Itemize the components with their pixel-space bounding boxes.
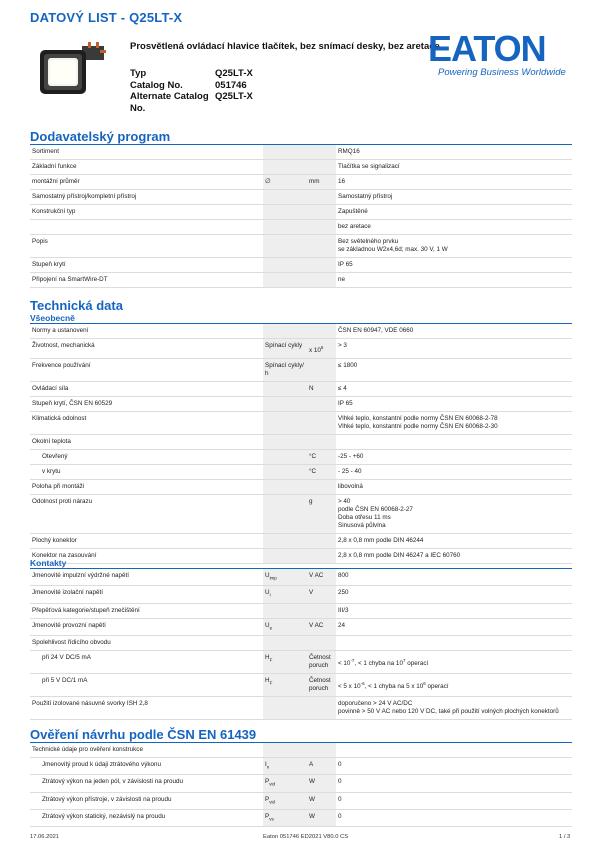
design-verification-table [30, 743, 572, 827]
row-value: -25 - +60 [336, 450, 572, 465]
row-value: ČSN EN 60947, VDE 0660 [336, 324, 572, 339]
table-row [30, 450, 572, 465]
row-unit: °C [307, 465, 336, 480]
value-part: < 10 [338, 659, 351, 667]
row-value: 0 [336, 809, 572, 826]
row-value: 0 [336, 775, 572, 792]
row-unit: g [307, 495, 336, 534]
value-line: Doba otřesu 11 ms [338, 514, 391, 522]
table-row [30, 673, 572, 696]
symbol-text: U [265, 572, 270, 579]
table-row [30, 635, 572, 650]
symbol-line: h [265, 370, 269, 378]
section-title-design-verification: Ověření návrhu podle ČSN EN 61439 [30, 727, 257, 742]
contacts-table [30, 569, 572, 720]
value-part: operací [425, 682, 449, 690]
row-symbol [263, 635, 307, 650]
table-row [30, 435, 572, 450]
row-symbol [263, 220, 307, 235]
row-label: při 5 V DC/1 mA [30, 673, 263, 696]
row-value: RMQ16 [336, 145, 572, 160]
value-line: Sinusová půlvlna [338, 522, 386, 530]
table-row [30, 205, 572, 220]
symbol-subscript: n [266, 764, 270, 770]
row-value: bez aretace [336, 220, 572, 235]
row-label: Frekvence používání [30, 359, 263, 382]
symbol-text: P [265, 795, 270, 803]
table-row [30, 339, 572, 359]
value-line: povinně > 50 V AC nebo 120 V DC, také při použití volných plochých konektorů [338, 707, 559, 715]
row-label: Normy a ustanovení [30, 324, 263, 339]
row-unit [307, 435, 336, 450]
row-symbol: ∅ [263, 175, 307, 190]
row-symbol [263, 412, 307, 435]
row-symbol [263, 586, 307, 603]
row-value: 800 [336, 569, 572, 586]
row-unit [307, 339, 336, 359]
symbol-subscript: F [269, 657, 273, 662]
row-label: Odolnost proti nárazu [30, 495, 263, 534]
section-title-technical-data: Technická data [30, 298, 123, 313]
unit-line: Četnost [309, 676, 331, 684]
row-unit: W [307, 792, 336, 809]
row-value [336, 673, 572, 696]
row-label: montážní průměr [30, 175, 263, 190]
symbol-text: P [265, 778, 270, 786]
row-label: Jmenovité provozní napětí [30, 618, 263, 635]
brand-tagline: Powering Business Worldwide [438, 67, 566, 78]
table-row [30, 273, 572, 288]
row-label: Otevřený [30, 450, 263, 465]
row-symbol [263, 673, 307, 696]
row-value: Zapuštěné [336, 205, 572, 220]
row-symbol [263, 435, 307, 450]
row-value: > 3 [336, 339, 572, 359]
row-unit [307, 673, 336, 696]
row-value: IP 65 [336, 258, 572, 273]
subsection-title-general: Všeobecně [30, 313, 75, 323]
table-row [30, 549, 572, 564]
value-line: podle ČSN EN 60068-2-27 [338, 506, 413, 514]
row-value [336, 235, 572, 258]
row-unit [307, 235, 336, 258]
row-symbol [263, 480, 307, 495]
table-row [30, 603, 572, 618]
value-part: operací [405, 659, 429, 667]
row-unit: W [307, 809, 336, 826]
table-row [30, 190, 572, 205]
row-value: 0 [336, 758, 572, 775]
subsection-title-contacts: Kontakty [30, 558, 67, 568]
row-unit: V [307, 586, 336, 603]
row-value [336, 635, 572, 650]
table-row [30, 412, 572, 435]
row-label: Sortiment [30, 145, 263, 160]
table-row [30, 382, 572, 397]
value-exponent: 7 [402, 657, 406, 663]
value-part: , < 1 chyba na 5 x 10 [364, 682, 424, 690]
row-unit [307, 324, 336, 339]
table-row [30, 160, 572, 175]
row-unit [307, 397, 336, 412]
logo-text: EATON [428, 30, 546, 69]
id-label: No. [130, 102, 146, 114]
row-label: v krytu [30, 465, 263, 480]
row-value [336, 743, 572, 758]
row-label [30, 220, 263, 235]
symbol-text: U [265, 589, 270, 597]
row-value: 0 [336, 792, 572, 809]
product-identifiers [130, 68, 253, 114]
table-row [30, 324, 572, 339]
row-unit: N [307, 382, 336, 397]
symbol-text: H [265, 653, 270, 661]
symbol-text: H [265, 676, 270, 684]
row-symbol [263, 696, 307, 719]
row-unit [307, 412, 336, 435]
footer-document-id: Eaton 051746 ED2021 V80.0 CS [263, 834, 349, 840]
value-part: < 5 x 10 [338, 682, 361, 690]
row-symbol [263, 397, 307, 412]
row-value: ne [336, 273, 572, 288]
row-unit [307, 205, 336, 220]
table-row [30, 220, 572, 235]
row-value: III/3 [336, 603, 572, 618]
table-row [30, 775, 572, 792]
row-label: Ztrátový výkon přístroje, v závislosti na proudu [30, 792, 263, 809]
row-unit: V AC [307, 618, 336, 635]
table-row [30, 792, 572, 809]
row-symbol [263, 758, 307, 775]
row-unit: mm [307, 175, 336, 190]
row-value: libovolná [336, 480, 572, 495]
row-label: Technické údaje pro ověření konstrukce [30, 743, 263, 758]
row-label: Stupeň krytí, ČSN EN 60529 [30, 397, 263, 412]
row-value [336, 435, 572, 450]
row-label: Konektor na zasouvání [30, 549, 263, 564]
row-unit: A [307, 758, 336, 775]
row-unit [307, 145, 336, 160]
row-symbol [263, 235, 307, 258]
table-row [30, 397, 572, 412]
row-symbol [263, 549, 307, 564]
table-row [30, 495, 572, 534]
row-label: Jmenovitý proud k údaji ztrátového výkonu [30, 758, 263, 775]
value-exponent: -6 [360, 680, 365, 686]
row-value: 24 [336, 618, 572, 635]
value-line: > 40 [338, 498, 351, 506]
unit-line: Četnost [309, 653, 331, 661]
symbol-subscript: vid [269, 798, 275, 804]
row-value: 2,8 x 0,8 mm podle DIN 46244 [336, 534, 572, 549]
table-row [30, 809, 572, 826]
row-unit [307, 696, 336, 719]
row-value: Tlačítka se signalizací [336, 160, 572, 175]
row-value [336, 696, 572, 719]
row-label: při 24 V DC/5 mA [30, 650, 263, 673]
table-row [30, 586, 572, 603]
row-value: 16 [336, 175, 572, 190]
value-line: se základnou W2x4,6d; max. 30 V, 1 W [338, 246, 448, 253]
general-table [30, 324, 572, 564]
row-label: Okolní teplota [30, 435, 263, 450]
row-label: Popis [30, 235, 263, 258]
row-symbol [263, 258, 307, 273]
row-unit [307, 743, 336, 758]
row-unit [307, 534, 336, 549]
unit-text: x 10 [309, 347, 321, 355]
row-value [336, 412, 572, 435]
table-row [30, 618, 572, 635]
row-value: ≤ 4 [336, 382, 572, 397]
table-row [30, 650, 572, 673]
row-value: 250 [336, 586, 572, 603]
table-row [30, 359, 572, 382]
row-label: Připojení na SmartWire-DT [30, 273, 263, 288]
footer-date: 17.06.2021 [30, 834, 60, 840]
row-value: IP 65 [336, 397, 572, 412]
value-line: Vlhké teplo, konstantní podle normy ČSN EN 60068-2-78 [338, 415, 498, 423]
value-part: , < 1 chyba na 10 [354, 659, 403, 667]
row-symbol [263, 160, 307, 175]
row-symbol [263, 382, 307, 397]
table-row [30, 534, 572, 549]
product-description: Prosvětlená ovládací hlavice tlačítek, bez snímací desky, bez aretace [130, 41, 440, 52]
value-line: doporučeno > 24 V AC/DC [338, 699, 413, 707]
symbol-subscript: vs [269, 816, 274, 821]
row-label: Použití izolované násuvné svorky ISH 2,8 [30, 696, 263, 719]
symbol-text: P [265, 812, 270, 820]
row-label: Základní funkce [30, 160, 263, 175]
row-label: Plochý konektor [30, 534, 263, 549]
value-line: Bez světelného prvku [338, 238, 399, 245]
row-unit [307, 273, 336, 288]
row-symbol [263, 205, 307, 220]
row-unit [307, 635, 336, 650]
symbol-line: Spínací cykly/ [265, 362, 304, 370]
row-label: Přepěťová kategorie/stupeň znečištění [30, 603, 263, 618]
row-symbol [263, 273, 307, 288]
row-value: 2,8 x 0,8 mm podle DIN 46247 a IEC 60760 [336, 549, 572, 564]
row-label: Samostatný přístroj/kompletní přístroj [30, 190, 263, 205]
row-label: Stupeň krytí [30, 258, 263, 273]
table-row [30, 569, 572, 586]
row-unit [307, 190, 336, 205]
row-label: Klimatická odolnost [30, 412, 263, 435]
row-symbol [263, 465, 307, 480]
row-label: Životnost, mechanická [30, 339, 263, 359]
table-row [30, 258, 572, 273]
table-row [30, 175, 572, 190]
row-label: Konstrukční typ [30, 205, 263, 220]
row-symbol [263, 534, 307, 549]
row-label: Poloha při montáži [30, 480, 263, 495]
footer-page-number: 1 / 3 [559, 834, 571, 840]
row-symbol [263, 190, 307, 205]
symbol-text: U [265, 621, 270, 629]
row-unit: °C [307, 450, 336, 465]
row-symbol [263, 324, 307, 339]
table-row [30, 465, 572, 480]
row-value: Samostatný přístroj [336, 190, 572, 205]
row-unit: V AC [307, 569, 336, 586]
document-title: DATOVÝ LIST - Q25LT-X [30, 10, 183, 25]
row-unit [307, 160, 336, 175]
row-symbol [263, 650, 307, 673]
section-title-supplier-program: Dodavatelský program [30, 129, 171, 144]
table-row [30, 696, 572, 719]
row-symbol [263, 809, 307, 826]
row-unit [307, 603, 336, 618]
table-row [30, 145, 572, 160]
unit-line: poruch [309, 661, 329, 669]
row-unit [307, 220, 336, 235]
symbol-subscript: F [269, 680, 273, 685]
unit-line: poruch [309, 684, 329, 692]
id-value: Q25LT-X [215, 68, 253, 79]
row-symbol [263, 359, 307, 382]
row-label: Ztrátový výkon statický, nezávislý na proudu [30, 809, 263, 826]
row-label: Ovládací síla [30, 382, 263, 397]
row-symbol [263, 743, 307, 758]
row-value [336, 495, 572, 534]
row-symbol [263, 618, 307, 635]
row-symbol [263, 603, 307, 618]
row-value: - 25 - 40 [336, 465, 572, 480]
row-label: Jmenovité izolační napětí [30, 586, 263, 603]
symbol-subscript: e [269, 624, 273, 630]
row-unit [307, 650, 336, 673]
id-label: Alternate Catalog [130, 91, 209, 102]
symbol-subscript: vid [269, 781, 275, 787]
row-symbol [263, 495, 307, 534]
row-unit [307, 480, 336, 495]
table-row [30, 480, 572, 495]
id-label: Catalog No. [130, 79, 183, 91]
row-label: Ztrátový výkon na jeden pól, v závislosti na proudu [30, 775, 263, 792]
unit-exponent: 6 [320, 345, 324, 350]
table-row [30, 235, 572, 258]
product-image [38, 38, 106, 96]
row-unit: W [307, 775, 336, 792]
row-value [336, 650, 572, 673]
row-value: ≤ 1800 [336, 359, 572, 382]
value-exponent: 6 [423, 680, 426, 686]
table-row [30, 758, 572, 775]
row-symbol [263, 450, 307, 465]
row-label: Spolehlivost řídicího obvodu [30, 635, 263, 650]
row-symbol [263, 145, 307, 160]
row-symbol [263, 569, 307, 586]
symbol-subscript: imp [269, 575, 277, 581]
id-value: Q25LT-X [215, 91, 253, 102]
row-unit [307, 549, 336, 564]
id-value: 051746 [215, 79, 247, 91]
row-unit [307, 359, 336, 382]
table-row [30, 743, 572, 758]
row-label: Jmenovité impulzní výdržné napětí [30, 569, 263, 586]
row-symbol [263, 775, 307, 792]
symbol-text: I [265, 761, 267, 768]
value-line: Vlhké teplo, konstantní podle normy ČSN EN 60068-2-30 [338, 423, 498, 431]
row-symbol: Spínací cykly [263, 339, 307, 359]
value-exponent: -7 [350, 657, 355, 663]
row-symbol [263, 792, 307, 809]
symbol-subscript: i [269, 592, 271, 598]
supplier-program-table [30, 145, 572, 288]
row-unit [307, 258, 336, 273]
id-label: Typ [130, 68, 147, 79]
